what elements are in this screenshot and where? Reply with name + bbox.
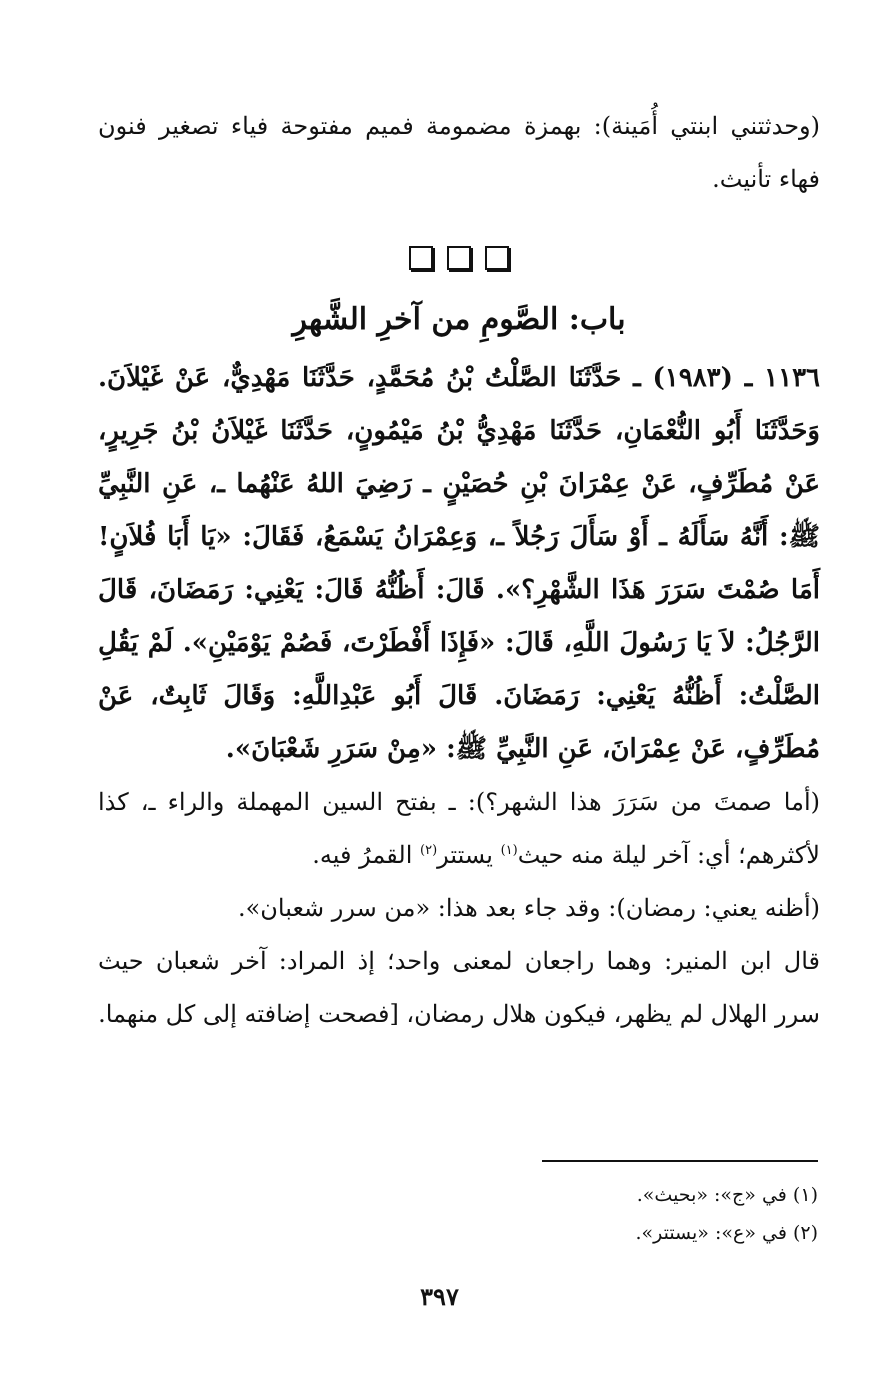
footnote: (١) في «ج»: «بحيث». [636, 1184, 818, 1206]
footnote-reference: (٢) [420, 843, 438, 858]
chapter-label: باب [579, 302, 626, 337]
commentary-text: (أما صمتَ من سَرَرَ هذا الشهر؟): ـ بفتح السين المهملة والراء ـ، كذا لأكثرهم؛ أي: آخر ليلة منه حيث [98, 788, 820, 869]
chapter-title-text: : الصَّومِ من آخرِ الشَّهرِ [292, 302, 580, 337]
commentary-text: القمرُ فيه. [312, 841, 420, 869]
footnote-reference: (١) [500, 843, 518, 858]
square-ornament-icon [485, 246, 509, 270]
square-ornament-icon [409, 246, 433, 270]
footnote-divider [542, 1160, 818, 1162]
commentary-paragraph-3: قال ابن المنير: وهما راجعان لمعنى واحد؛ إذ المراد: آخر شعبان حيث سرر الهلال لم يظهر، فيكون هلال رمضان، [فصحت إضافته إلى كل منهما. [98, 947, 820, 1028]
commentary-text: يستتر [437, 841, 501, 869]
square-ornament-icon [447, 246, 471, 270]
footnote: (٢) في «ع»: «يستتر». [635, 1222, 818, 1244]
hadith-text: ١١٣٦ ـ (١٩٨٣) ـ حَدَّثَنَا الصَّلْتُ بْنُ مُحَمَّدٍ، حَدَّثَنَا مَهْدِيٌّ، عَنْ غَيْلاَنَ. وَحَدَّثَنَا أَبُو النُّعْمَانِ، حَدَّثَنَا مَهْدِيُّ بْنُ مَيْمُونٍ، حَدَّثَنَا غَيْلاَنُ بْنُ جَرِيرٍ، عَنْ مُطَرِّفٍ، عَنْ عِمْرَانَ بْنِ حُصَيْنٍ ـ رَضِيَ اللهُ عَنْهُما ـ، عَنِ النَّبِيِّ ﷺ: أَنَّهُ سَأَلَهُ ـ أَوْ سَأَلَ رَجُلاً ـ، وَعِمْرَانُ يَسْمَعُ، فَقَالَ: «يَا أَبَا فُلاَنٍ! أَمَا صُمْتَ سَرَرَ هَذَا الشَّهْرِ؟». قَالَ: أَظُنُّهُ قَالَ: يَعْنِي: رَمَضَانَ، قَالَ الرَّجُلُ: لاَ يَا رَسُولَ اللَّهِ، قَالَ: «فَإِذَا أَفْطَرْتَ، فَصُمْ يَوْمَيْنِ». لَمْ يَقُلِ الصَّلْتُ: أَظُنُّهُ يَعْنِي: رَمَضَانَ. قَالَ أَبُو عَبْدِاللَّهِ: وَقَالَ ثَابِتٌ، عَنْ مُطَرِّفٍ، عَنْ عِمْرَانَ، عَنِ النَّبِيِّ ﷺ: «مِنْ سَرَرِ شَعْبَانَ». [98, 363, 820, 764]
page-number: ٣٩٧ [420, 1282, 459, 1311]
footnotes [300, 1176, 818, 1252]
page-body [98, 100, 820, 1041]
commentary-paragraph-2: (أظنه يعني: رمضان): وقد جاء بعد هذا: «من سرر شعبان». [237, 894, 820, 922]
intro-paragraph: (وحدثتني ابنتي أُمَينة): بهمزة مضمومة فميم مفتوحة فياء تصغير فنون فهاء تأنيث. [98, 112, 820, 193]
chapter-heading [98, 294, 820, 346]
section-divider-ornament [98, 246, 820, 270]
commentary-paragraph-1 [98, 776, 820, 882]
